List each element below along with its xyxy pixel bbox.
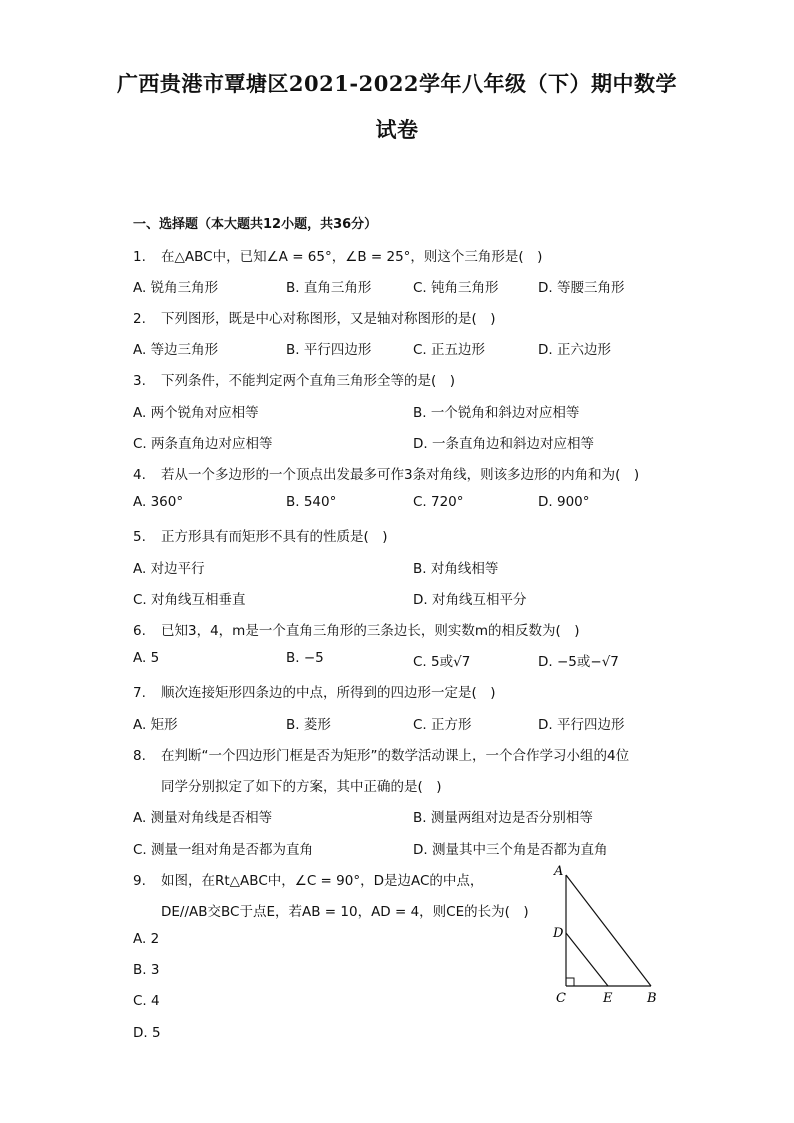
- question-8-continued: 同学分别拟定了如下的方案，其中正确的是( ): [161, 779, 442, 795]
- doc-title-line1: 广西贵港市覃塘区2021-2022学年八年级（下）期中数学: [116, 71, 678, 96]
- q8-option-a: A. 测量对角线是否相等: [133, 810, 273, 826]
- q7-option-d: D. 平行四边形: [538, 717, 625, 733]
- q5-option-b: B. 对角线相等: [413, 561, 499, 577]
- q1-option-c: C. 钝角三角形: [413, 280, 499, 296]
- label-d: D: [553, 926, 564, 941]
- q3-option-a: A. 两个锐角对应相等: [133, 405, 259, 421]
- q2-option-b: B. 平行四边形: [286, 342, 372, 358]
- question-5: 5. 正方形具有而矩形不具有的性质是( ): [133, 529, 388, 545]
- q9-option-a: A. 2: [133, 931, 160, 947]
- q1-option-a: A. 锐角三角形: [133, 280, 219, 296]
- label-e: E: [603, 991, 613, 1006]
- label-b: B: [647, 991, 657, 1006]
- label-a: A: [554, 864, 564, 879]
- right-angle-mark: [566, 978, 574, 986]
- q4-option-b: B. 540°: [286, 494, 337, 510]
- question-2: 2. 下列图形，既是中心对称图形，又是轴对称图形的是( ): [133, 311, 496, 327]
- q4-option-d: D. 900°: [538, 494, 590, 510]
- question-4: 4. 若从一个多边形的一个顶点出发最多可作3条对角线，则该多边形的内角和为( ): [133, 467, 640, 483]
- q4-option-c: C. 720°: [413, 494, 464, 510]
- q7-option-c: C. 正方形: [413, 717, 472, 733]
- question-1: 1. 在△ABC中，已知∠A = 65°，∠B = 25°，则这个三角形是( ): [133, 249, 543, 265]
- question-3: 3. 下列条件，不能判定两个直角三角形全等的是( ): [133, 373, 456, 389]
- q1-option-d: D. 等腰三角形: [538, 280, 625, 296]
- triangle-figure: [548, 862, 668, 1012]
- question-8: 8. 在判断“一个四边形门框是否为矩形”的数学活动课上，一个合作学习小组的4位: [133, 748, 630, 764]
- question-9: 9. 如图，在Rt△ABC中，∠C = 90°，D是边AC的中点，: [133, 873, 484, 889]
- q8-option-d: D. 测量其中三个角是否都为直角: [413, 842, 608, 858]
- q1-option-b: B. 直角三角形: [286, 280, 372, 296]
- doc-title-line2: 试卷: [375, 117, 419, 142]
- q6-option-a: A. 5: [133, 650, 160, 666]
- q2-option-a: A. 等边三角形: [133, 342, 219, 358]
- q6-option-d: D. −5或−√7: [538, 654, 619, 670]
- q2-option-c: C. 正五边形: [413, 342, 486, 358]
- section-heading: 一、选择题（本大题共12小题，共36分）: [133, 217, 378, 232]
- q5-option-a: A. 对边平行: [133, 561, 205, 577]
- q7-option-b: B. 菱形: [286, 717, 331, 733]
- q8-option-b: B. 测量两组对边是否分别相等: [413, 810, 593, 826]
- q6-option-b: B. −5: [286, 650, 324, 666]
- label-c: C: [556, 991, 566, 1006]
- segment-ab: [566, 875, 651, 986]
- q7-option-a: A. 矩形: [133, 717, 178, 733]
- q6-option-c: C. 5或√7: [413, 654, 471, 670]
- q9-option-c: C. 4: [133, 993, 160, 1009]
- q4-option-a: A. 360°: [133, 494, 184, 510]
- question-9-continued: DE//AB交BC于点E，若AB = 10，AD = 4，则CE的长为( ): [161, 904, 529, 920]
- q5-option-c: C. 对角线互相垂直: [133, 592, 246, 608]
- q8-option-c: C. 测量一组对角是否都为直角: [133, 842, 314, 858]
- q9-option-b: B. 3: [133, 962, 160, 978]
- q3-option-c: C. 两条直角边对应相等: [133, 436, 273, 452]
- q3-option-d: D. 一条直角边和斜边对应相等: [413, 436, 594, 452]
- q3-option-b: B. 一个锐角和斜边对应相等: [413, 405, 580, 421]
- q5-option-d: D. 对角线互相平分: [413, 592, 527, 608]
- question-7: 7. 顺次连接矩形四条边的中点，所得到的四边形一定是( ): [133, 685, 496, 701]
- q2-option-d: D. 正六边形: [538, 342, 611, 358]
- q9-option-d: D. 5: [133, 1025, 161, 1041]
- question-6: 6. 已知3，4，m是一个直角三角形的三条边长，则实数m的相反数为( ): [133, 623, 580, 639]
